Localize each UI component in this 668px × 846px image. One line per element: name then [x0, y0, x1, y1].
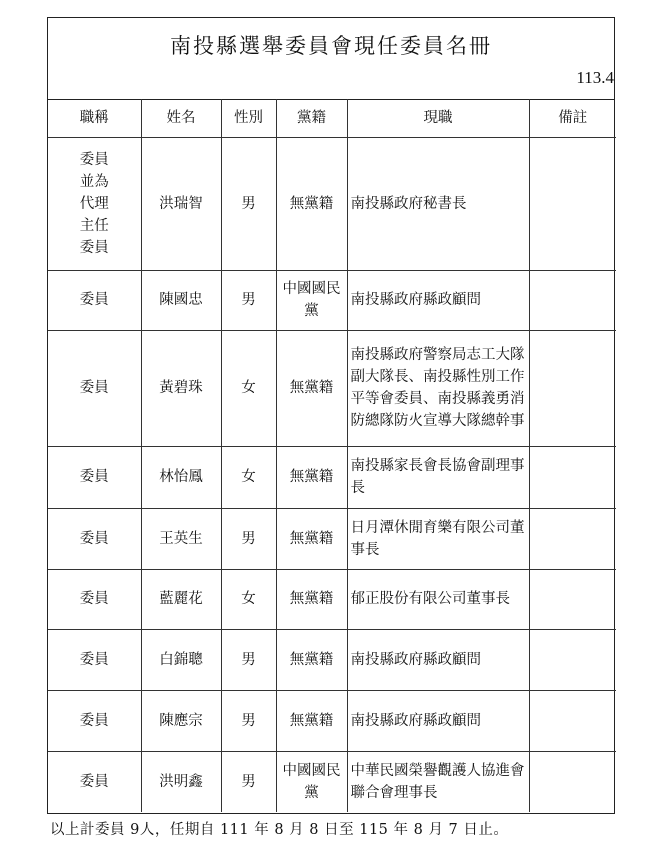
member-gender: 女 [221, 569, 276, 629]
table-row [48, 569, 616, 629]
member-position: 日月潭休閒育樂有限公司董事長 [347, 508, 529, 569]
member-name: 藍麗花 [141, 569, 221, 629]
member-title: 委員 [48, 751, 141, 812]
member-remark [529, 446, 616, 508]
column-header-gender: 性別 [221, 99, 276, 137]
member-position: 南投縣政府縣政顧問 [347, 629, 529, 690]
member-remark [529, 330, 616, 446]
member-name: 王英生 [141, 508, 221, 569]
member-title: 委員 [48, 629, 141, 690]
member-party: 中國國民黨 [276, 270, 347, 330]
member-party: 無黨籍 [276, 446, 347, 508]
member-title: 委員 並為 代理 主任 委員 [48, 137, 141, 270]
page-title: 南投縣選舉委員會現任委員名冊 [170, 34, 492, 58]
member-gender: 男 [221, 270, 276, 330]
member-gender: 男 [221, 751, 276, 812]
member-name: 洪明鑫 [141, 751, 221, 812]
member-title: 委員 [48, 446, 141, 508]
column-header-party: 黨籍 [276, 99, 347, 137]
member-title: 委員 [48, 690, 141, 751]
member-party: 無黨籍 [276, 629, 347, 690]
title-block [48, 18, 614, 100]
member-name: 陳國忠 [141, 270, 221, 330]
member-gender: 男 [221, 508, 276, 569]
member-position: 郁正股份有限公司董事長 [347, 569, 529, 629]
member-party: 無黨籍 [276, 508, 347, 569]
member-remark [529, 270, 616, 330]
member-gender: 男 [221, 137, 276, 270]
member-gender: 男 [221, 629, 276, 690]
member-title: 委員 [48, 569, 141, 629]
member-title: 委員 [48, 270, 141, 330]
member-party: 無黨籍 [276, 137, 347, 270]
document-date: 113.4 [576, 68, 614, 87]
member-name: 黃碧珠 [141, 330, 221, 446]
table-row [48, 751, 616, 812]
table-row [48, 629, 616, 690]
table-row [48, 330, 616, 446]
member-gender: 男 [221, 690, 276, 751]
member-name: 陳應宗 [141, 690, 221, 751]
member-gender: 女 [221, 330, 276, 446]
column-header-name: 姓名 [141, 99, 221, 137]
member-party: 無黨籍 [276, 690, 347, 751]
column-header-remark: 備註 [529, 99, 616, 137]
roster-sheet [47, 17, 615, 814]
member-party: 無黨籍 [276, 330, 347, 446]
member-name: 林怡鳳 [141, 446, 221, 508]
member-position: 南投縣家長會長協會副理事長 [347, 446, 529, 508]
member-party: 無黨籍 [276, 569, 347, 629]
column-header-title: 職稱 [48, 99, 141, 137]
table-row [48, 270, 616, 330]
member-position: 南投縣政府縣政顧問 [347, 690, 529, 751]
member-name: 洪瑞智 [141, 137, 221, 270]
member-remark [529, 629, 616, 690]
table-header-row [48, 99, 616, 137]
member-remark [529, 137, 616, 270]
table-row [48, 137, 616, 270]
member-name: 白錦聰 [141, 629, 221, 690]
member-party: 中國國民黨 [276, 751, 347, 812]
member-position: 南投縣政府縣政顧問 [347, 270, 529, 330]
member-position: 南投縣政府警察局志工大隊副大隊長、南投縣性別工作平等會委員、南投縣義勇消防總隊防火宣導大隊總幹事 [347, 330, 529, 446]
table-row [48, 690, 616, 751]
member-remark [529, 569, 616, 629]
member-position: 南投縣政府秘書長 [347, 137, 529, 270]
table-row [48, 446, 616, 508]
member-remark [529, 508, 616, 569]
footnote: 以上計委員 9人，任期自 111 年 8 月 8 日至 115 年 8 月 7 日止。 [50, 822, 509, 838]
column-header-position: 現職 [347, 99, 529, 137]
member-position: 中華民國榮譽觀護人協進會聯合會理事長 [347, 751, 529, 812]
member-title: 委員 [48, 508, 141, 569]
member-gender: 女 [221, 446, 276, 508]
table-row [48, 508, 616, 569]
member-remark [529, 751, 616, 812]
member-table [48, 99, 616, 812]
member-remark [529, 690, 616, 751]
member-title: 委員 [48, 330, 141, 446]
